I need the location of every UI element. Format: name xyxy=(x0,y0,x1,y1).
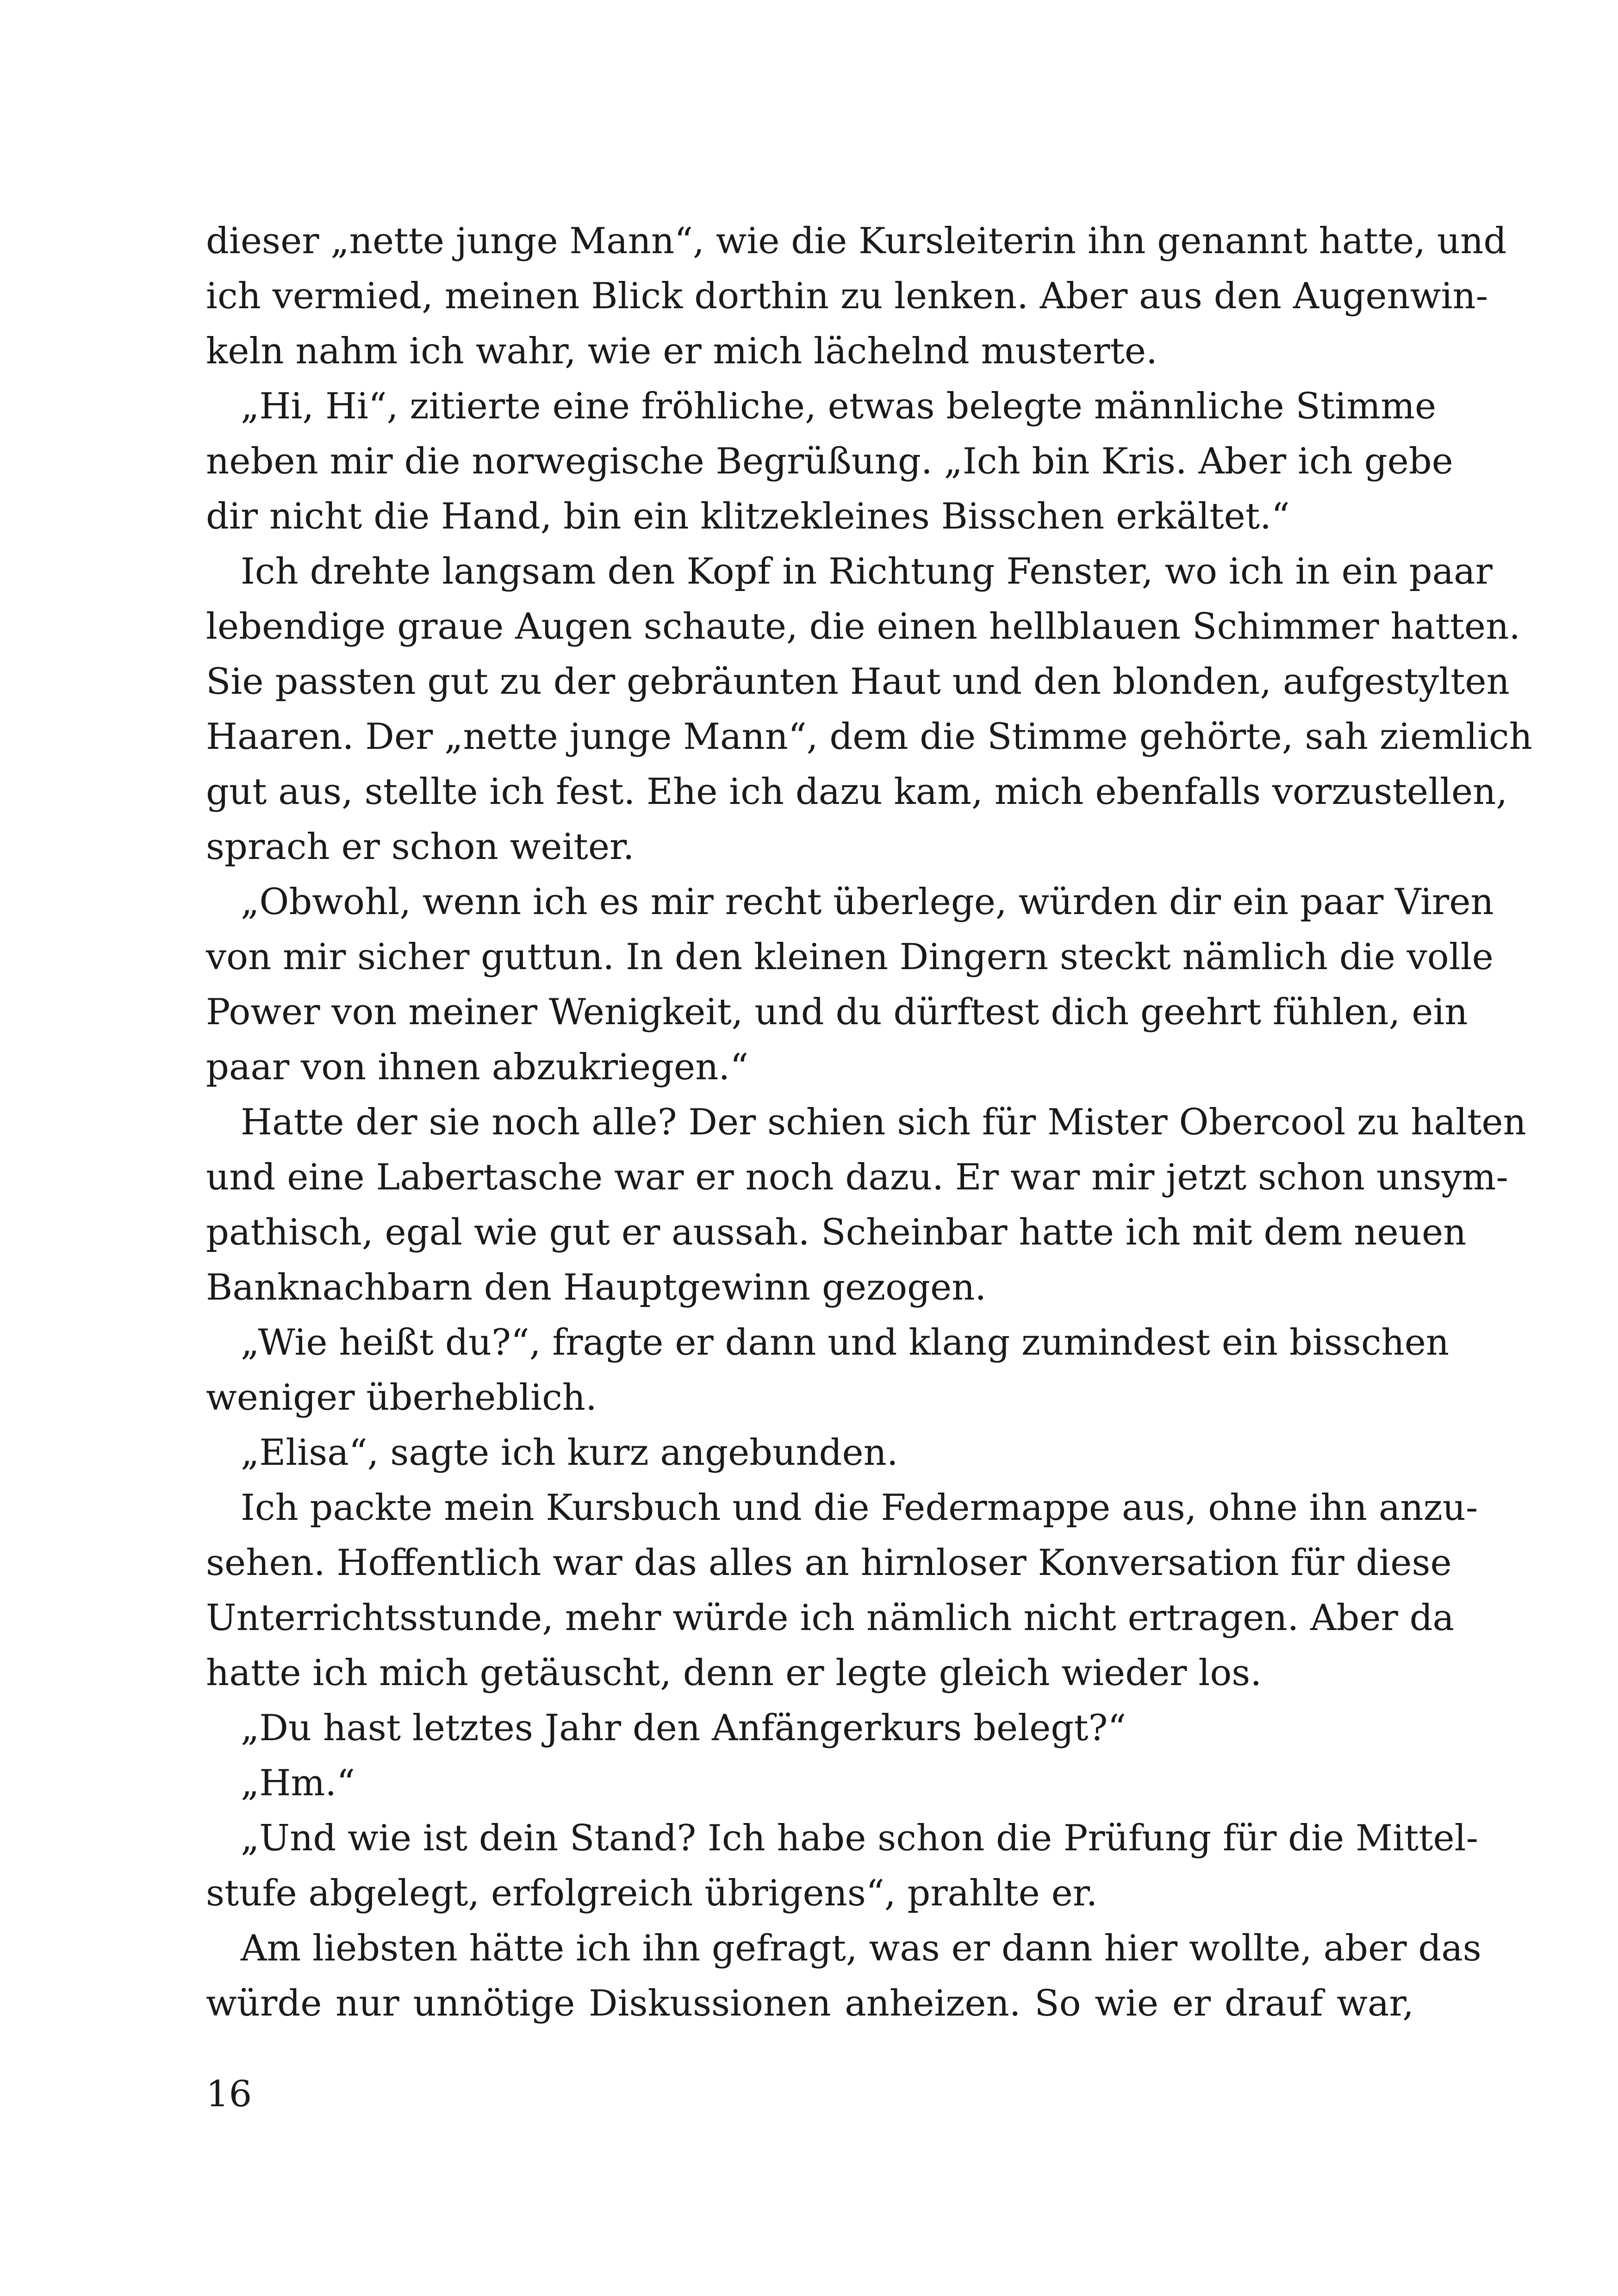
text-line: dir nicht die Hand, bin ein klitzekleines Bisschen erkältet.“ xyxy=(206,496,1290,537)
text-line: Unterrichtsstunde, mehr würde ich nämlich nicht ertragen. Aber da xyxy=(206,1597,1455,1639)
text-line: „Und wie ist dein Stand? Ich habe schon die Prüfung für die Mittel- xyxy=(241,1817,1478,1859)
text-line: Power von meiner Wenigkeit, und du dürftest dich geehrt fühlen, ein xyxy=(206,991,1468,1033)
text-line: lebendige graue Augen schaute, die einen hellblauen Schimmer hatten. xyxy=(206,606,1521,647)
text-line: dieser „nette junge Mann“, wie die Kursleiterin ihn genannt hatte, und xyxy=(206,220,1507,262)
text-line: sprach er schon weiter. xyxy=(206,826,635,868)
text-line: Hatte der sie noch alle? Der schien sich für Mister Obercool zu halten xyxy=(241,1101,1526,1143)
text-line: „Obwohl, wenn ich es mir recht überlege, würden dir ein paar Viren xyxy=(241,881,1494,923)
text-line: Sie passten gut zu der gebräunten Haut und den blonden, aufgestylten xyxy=(206,661,1510,703)
text-line: sehen. Hoffentlich war das alles an hirnloser Konversation für diese xyxy=(206,1542,1452,1584)
text-line: Banknachbarn den Hauptgewinn gezogen. xyxy=(206,1267,987,1308)
text-line: neben mir die norwegische Begrüßung. „Ich bin Kris. Aber ich gebe xyxy=(206,441,1453,482)
text-line: pathisch, egal wie gut er aussah. Scheinbar hatte ich mit dem neuen xyxy=(206,1212,1467,1253)
text-line: gut aus, stellte ich fest. Ehe ich dazu kam, mich ebenfalls vorzustellen, xyxy=(206,771,1508,813)
text-line: hatte ich mich getäuscht, denn er legte gleich wieder los. xyxy=(206,1652,1262,1694)
text-line: von mir sicher guttun. In den kleinen Dingern steckt nämlich die volle xyxy=(206,936,1494,978)
text-line: Ich drehte langsam den Kopf in Richtung Fenster, wo ich in ein paar xyxy=(241,551,1493,592)
text-line: keln nahm ich wahr, wie er mich lächelnd musterte. xyxy=(206,330,1157,372)
text-line: würde nur unnötige Diskussionen anheizen. So wie er drauf war, xyxy=(206,1983,1414,2024)
text-line: Haaren. Der „nette junge Mann“, dem die Stimme gehörte, sah ziemlich xyxy=(206,716,1532,758)
text-line: „Hi, Hi“, zitierte eine fröhliche, etwas belegte männliche Stimme xyxy=(241,386,1437,427)
text-line: Ich packte mein Kursbuch und die Federmappe aus, ohne ihn anzu- xyxy=(241,1487,1478,1529)
text-line: und eine Labertasche war er noch dazu. Er war mir jetzt schon unsym- xyxy=(206,1157,1508,1198)
text-line: „Elisa“, sagte ich kurz angebunden. xyxy=(241,1432,898,1474)
text-line: ich vermied, meinen Blick dorthin zu lenken. Aber aus den Augenwin- xyxy=(206,275,1488,317)
text-line: stufe abgelegt, erfolgreich übrigens“, prahlte er. xyxy=(206,1873,1098,1914)
text-line: weniger überheblich. xyxy=(206,1377,597,1419)
body-text xyxy=(206,214,1532,2031)
text-line: „Du hast letztes Jahr den Anfängerkurs belegt?“ xyxy=(241,1707,1126,1749)
text-line: paar von ihnen abzukriegen.“ xyxy=(206,1046,749,1088)
text-line: „Hm.“ xyxy=(241,1762,355,1804)
text-line: „Wie heißt du?“, fragte er dann und klang zumindest ein bisschen xyxy=(241,1322,1450,1363)
text-line: Am liebsten hätte ich ihn gefragt, was er dann hier wollte, aber das xyxy=(241,1928,1481,1969)
page-number: 16 xyxy=(206,2073,252,2115)
